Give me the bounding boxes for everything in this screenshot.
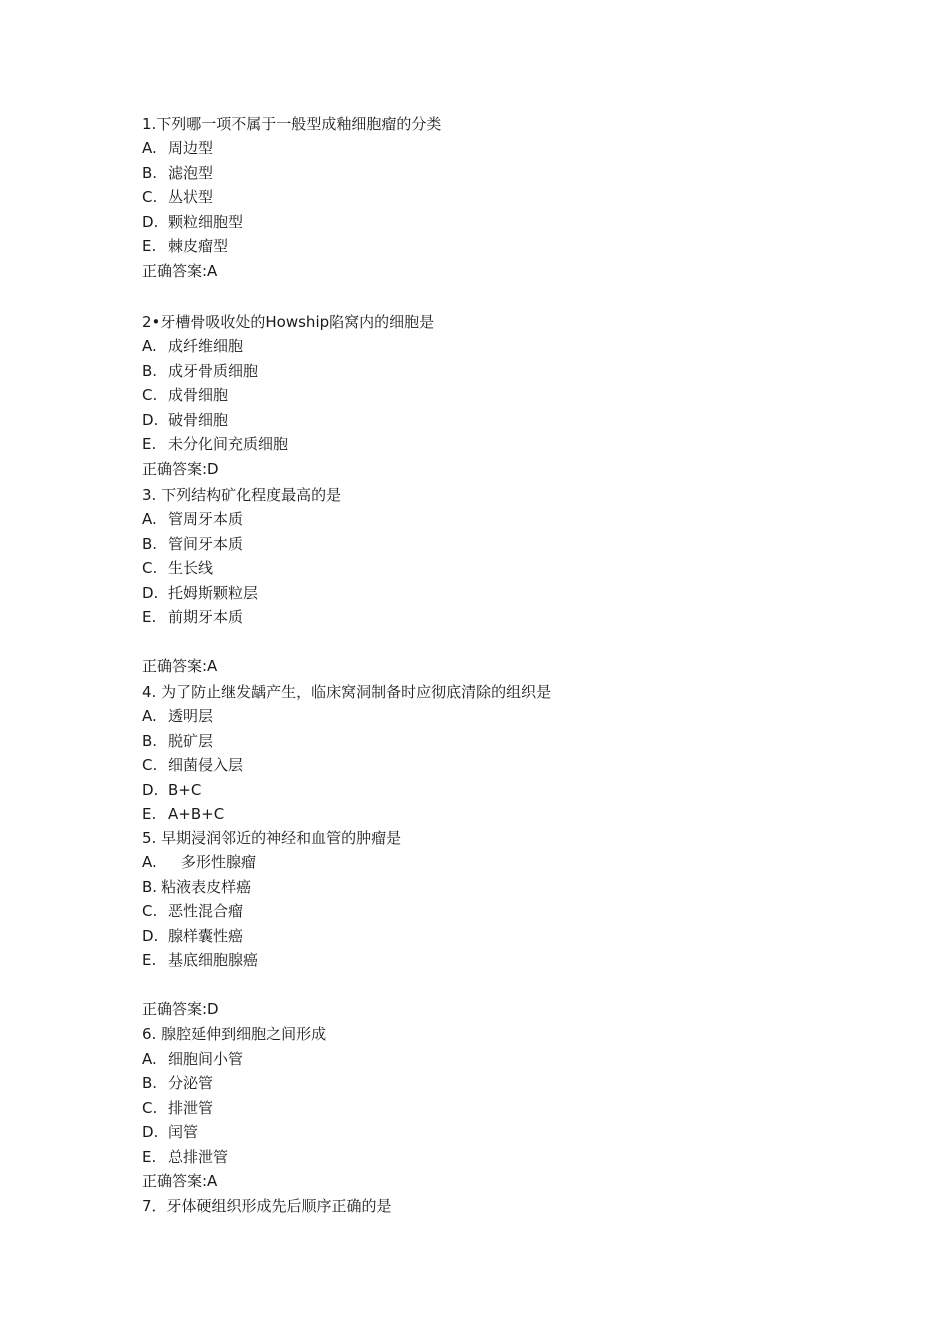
question-3-option-c: C. 生长线 bbox=[142, 559, 214, 577]
question-1-title: 1.下列哪一项不属于一般型成釉细胞瘤的分类 bbox=[142, 115, 442, 133]
question-5-option-a: A. 多形性腺瘤 bbox=[142, 853, 257, 871]
question-3-option-e: E. 前期牙本质 bbox=[142, 608, 244, 626]
question-2-option-c: C. 成骨细胞 bbox=[142, 386, 229, 404]
question-6-option-d: D. 闰管 bbox=[142, 1123, 199, 1141]
question-4-option-d: D. B+C bbox=[142, 781, 202, 799]
question-6-option-e: E. 总排泄管 bbox=[142, 1148, 229, 1166]
question-1-answer: 正确答案:A bbox=[142, 262, 218, 280]
question-2-option-d: D. 破骨细胞 bbox=[142, 411, 229, 429]
question-3-option-a: A. 管周牙本质 bbox=[142, 510, 244, 528]
question-4-option-c: C. 细菌侵入层 bbox=[142, 756, 244, 774]
question-4-option-a: A. 透明层 bbox=[142, 707, 214, 725]
question-4-option-b: B. 脱矿层 bbox=[142, 732, 214, 750]
question-7-title: 7．牙体硬组织形成先后顺序正确的是 bbox=[142, 1197, 392, 1215]
question-2-option-e: E. 未分化间充质细胞 bbox=[142, 435, 289, 453]
question-6-option-c: C. 排泄管 bbox=[142, 1099, 214, 1117]
question-6-option-b: B. 分泌管 bbox=[142, 1074, 214, 1092]
question-3-answer: 正确答案:A bbox=[142, 657, 218, 675]
question-1-option-a: A. 周边型 bbox=[142, 139, 214, 157]
question-2-title: 2•牙槽骨吸收处的Howship陷窝内的细胞是 bbox=[142, 313, 435, 331]
question-4-title: 4. 为了防止继发龋产生，临床窝洞制备时应彻底清除的组织是 bbox=[142, 683, 552, 701]
question-4-option-e: E. A+B+C bbox=[142, 805, 225, 823]
question-6-title: 6. 腺腔延伸到细胞之间形成 bbox=[142, 1025, 327, 1043]
question-1-option-e: E. 棘皮瘤型 bbox=[142, 237, 229, 255]
question-3-option-d: D. 托姆斯颗粒层 bbox=[142, 584, 259, 602]
question-2-answer: 正确答案:D bbox=[142, 460, 219, 478]
question-5-option-d: D. 腺样囊性癌 bbox=[142, 927, 244, 945]
question-2-option-b: B. 成牙骨质细胞 bbox=[142, 362, 259, 380]
question-3-option-b: B. 管间牙本质 bbox=[142, 535, 244, 553]
question-1-option-c: C. 丛状型 bbox=[142, 188, 214, 206]
question-1-option-b: B. 滤泡型 bbox=[142, 164, 214, 182]
question-5-answer: 正确答案:D bbox=[142, 1000, 219, 1018]
question-6-option-a: A. 细胞间小管 bbox=[142, 1050, 244, 1068]
question-5-option-c: C. 恶性混合瘤 bbox=[142, 902, 244, 920]
question-2-option-a: A. 成纤维细胞 bbox=[142, 337, 244, 355]
question-6-answer: 正确答案:A bbox=[142, 1172, 218, 1190]
question-5-title: 5. 早期浸润邻近的神经和血管的肿瘤是 bbox=[142, 829, 402, 847]
question-1-option-d: D. 颗粒细胞型 bbox=[142, 213, 244, 231]
question-5-option-b: B. 粘液表皮样癌 bbox=[142, 878, 252, 896]
question-5-option-e: E. 基底细胞腺癌 bbox=[142, 951, 259, 969]
question-3-title: 3. 下列结构矿化程度最高的是 bbox=[142, 486, 342, 504]
